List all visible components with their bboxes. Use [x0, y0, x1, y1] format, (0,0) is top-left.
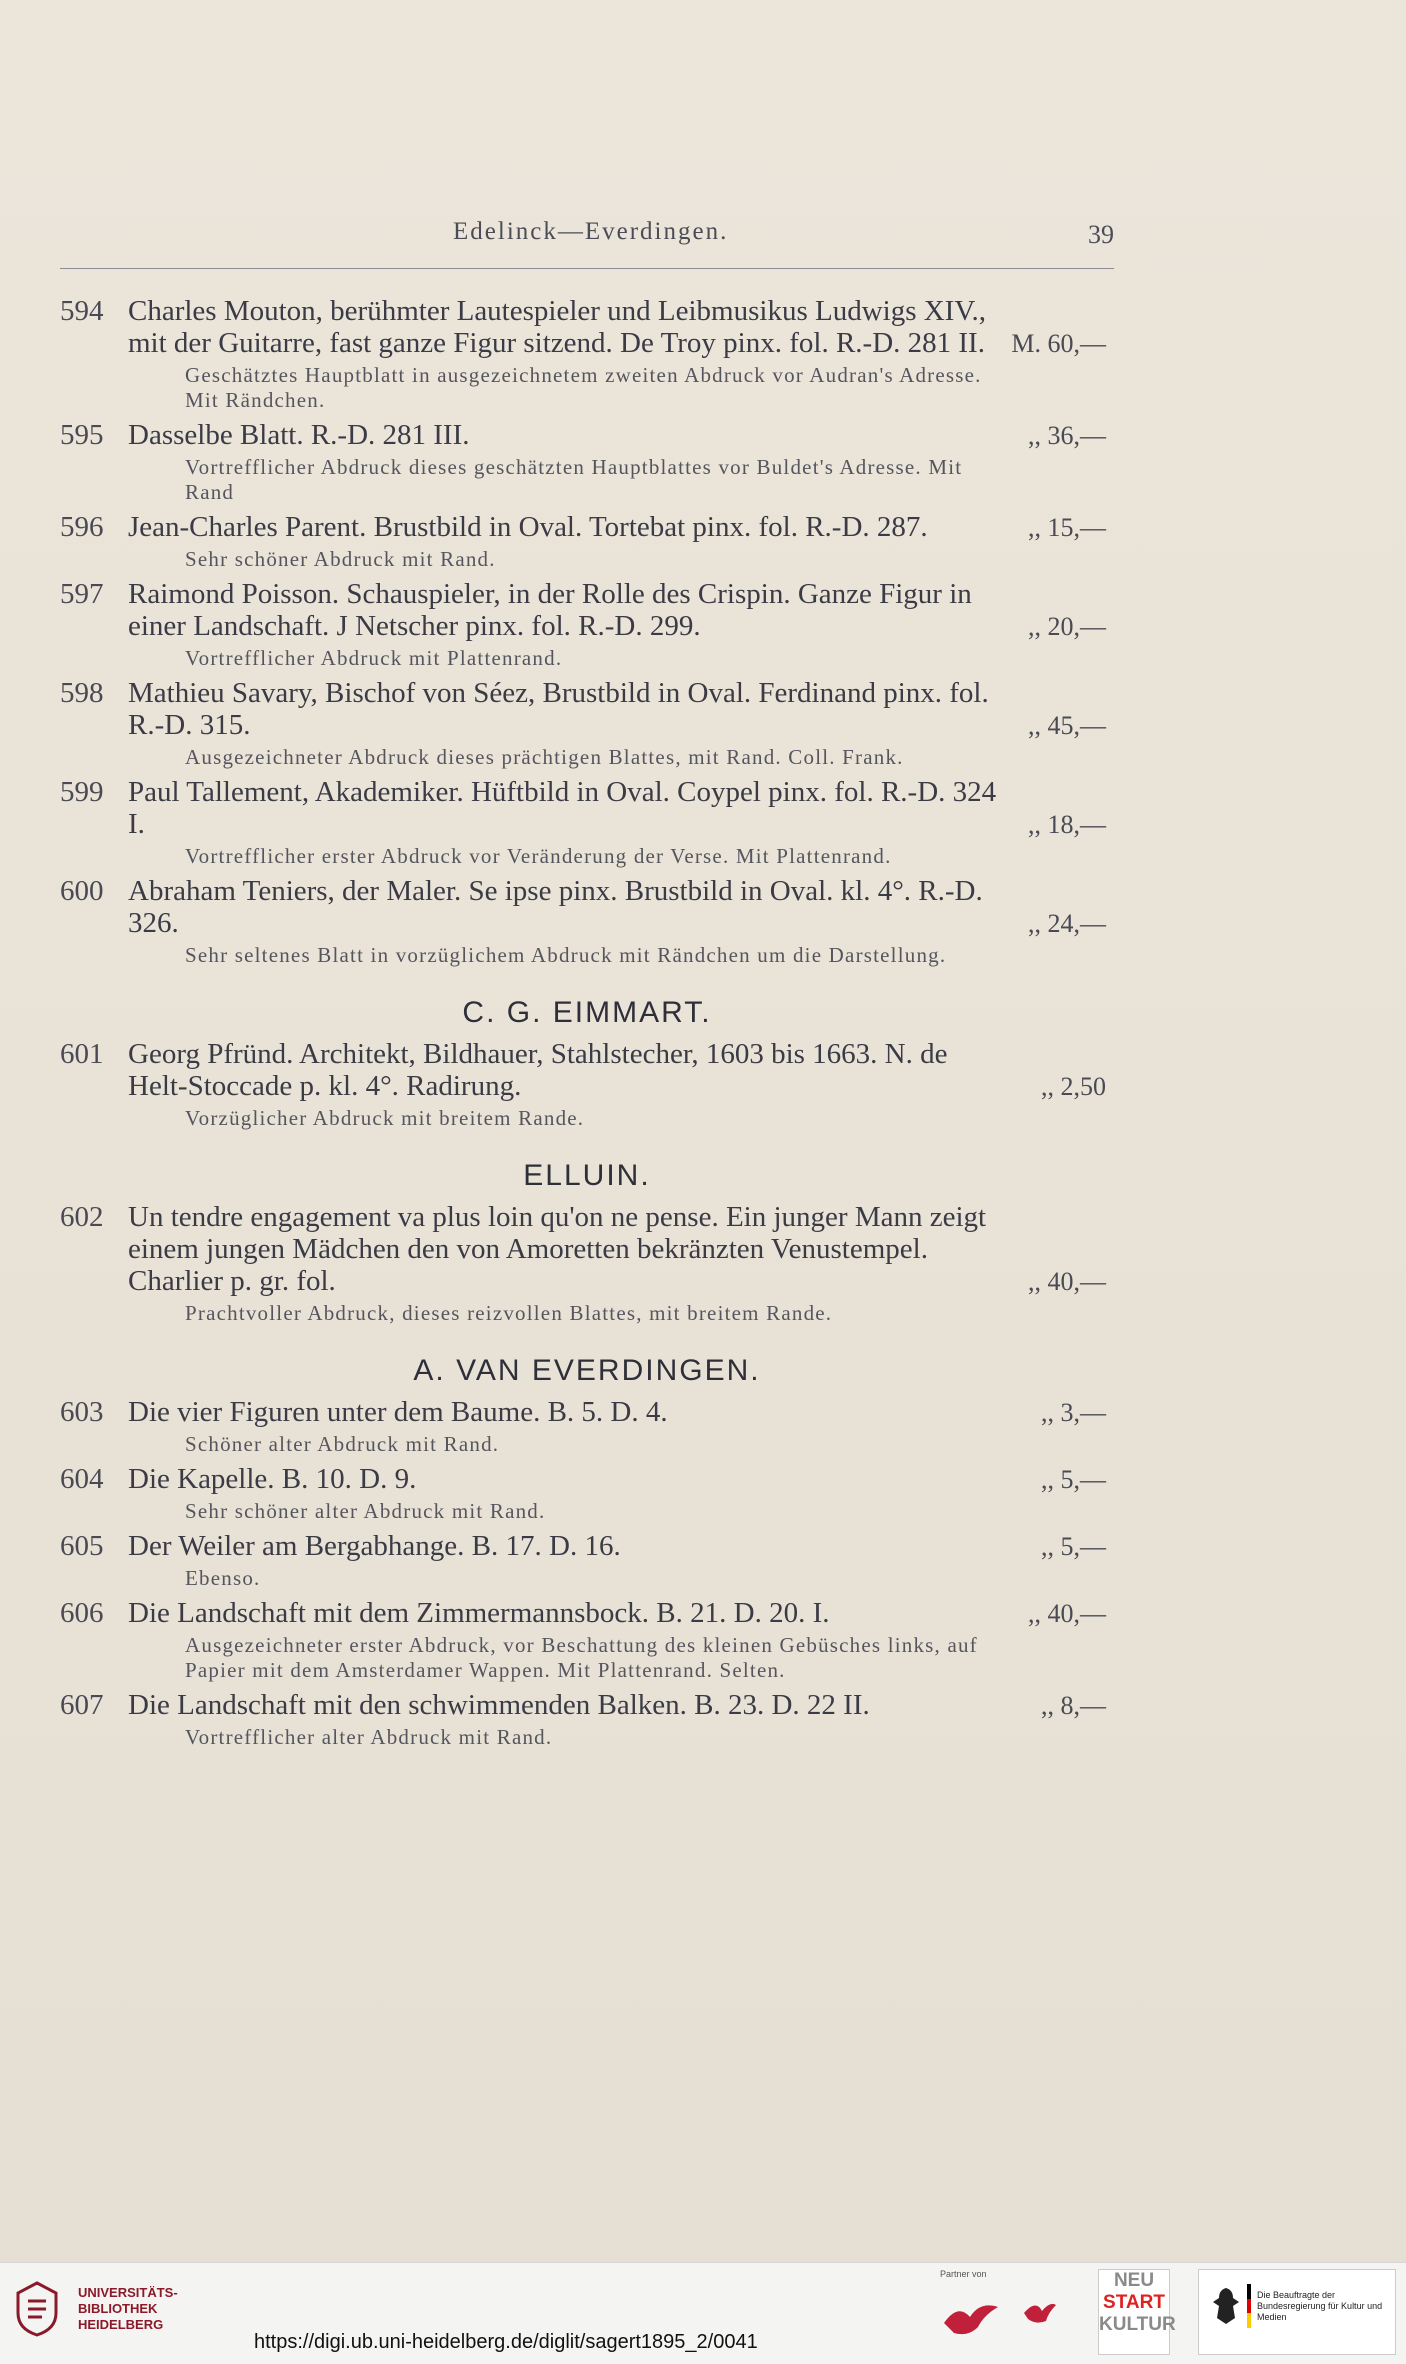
entry-title: Jean-Charles Parent. Brustbild in Oval. Tortebat pinx. fol. R.-D. 287. — [128, 511, 928, 543]
german-flag-icon — [1247, 2284, 1251, 2328]
entry-note: Sehr seltenes Blatt in vorzüglichem Abdruck mit Rändchen um die Darstellung. — [185, 943, 947, 967]
catalogue-entry — [60, 1463, 1114, 1524]
entry-title: Georg Pfründ. Architekt, Bildhauer, Stahlstecher, 1603 bis 1663. N. de Helt-Stoccade p. kl. 4°. Radirung. — [128, 1038, 948, 1102]
entry-note: Vortrefflicher erster Abdruck vor Veränderung der Verse. Mit Plattenrand. — [185, 844, 892, 868]
entry-price: ,, 15,— — [1028, 513, 1106, 542]
partner-bird-logo-icon — [940, 2293, 1002, 2343]
entry-price: ,, 20,— — [1028, 612, 1106, 641]
running-header — [60, 218, 1114, 269]
entry-number: 605 — [60, 1530, 104, 1562]
partner-label: Partner von — [940, 2269, 987, 2279]
entry-number: 597 — [60, 578, 104, 610]
entry-note: Sehr schöner Abdruck mit Rand. — [185, 547, 496, 571]
catalogue-entry — [60, 776, 1114, 869]
bkm-logo[interactable] — [1198, 2269, 1396, 2355]
catalogue-entry — [60, 1530, 1114, 1591]
entry-title: Der Weiler am Bergabhange. B. 17. D. 16. — [128, 1530, 621, 1562]
catalogue-entry — [60, 578, 1114, 671]
entry-number: 599 — [60, 776, 104, 808]
entry-price: ,, 2,50 — [1041, 1072, 1106, 1101]
entry-price: ,, 5,— — [1041, 1465, 1106, 1494]
entry-title: Die vier Figuren unter dem Baume. B. 5. D. 4. — [128, 1396, 668, 1428]
entry-note: Vorzüglicher Abdruck mit breitem Rande. — [185, 1106, 585, 1130]
catalogue-entry — [60, 295, 1114, 413]
entry-number: 606 — [60, 1597, 104, 1629]
entry-note: Schöner alter Abdruck mit Rand. — [185, 1432, 500, 1456]
page-number: 39 — [1088, 220, 1114, 249]
entry-title: Die Kapelle. B. 10. D. 9. — [128, 1463, 417, 1495]
section-heading: A. VAN EVERDINGEN. — [413, 1354, 761, 1387]
neustart-kultur-logo[interactable]: NEU START KULTUR — [1098, 2269, 1170, 2355]
catalogue-entry — [60, 875, 1114, 968]
entry-price: ,, 3,— — [1041, 1398, 1106, 1427]
entry-price: ,, 8,— — [1041, 1691, 1106, 1720]
entry-note: Geschätztes Hauptblatt in ausgezeichnetem zweiten Abdruck vor Audran's Adresse. Mit Rändchen. — [185, 363, 982, 412]
catalogue-entry — [60, 419, 1114, 505]
entry-price: ,, 18,— — [1028, 810, 1106, 839]
catalogue-entry — [60, 1038, 1114, 1131]
entry-title: Paul Tallement, Akademiker. Hüftbild in Oval. Coypel pinx. fol. R.-D. 324 I. — [128, 776, 997, 840]
entry-price: ,, 24,— — [1028, 909, 1106, 938]
section-heading: C. G. EIMMART. — [462, 996, 712, 1029]
entry-number: 601 — [60, 1038, 104, 1070]
entry-title: Mathieu Savary, Bischof von Séez, Brustbild in Oval. Ferdinand pinx. fol. R.-D. 315. — [128, 677, 989, 741]
entry-price: ,, 40,— — [1028, 1267, 1106, 1296]
catalogue-entry — [60, 1597, 1114, 1683]
federal-eagle-icon — [1211, 2284, 1241, 2328]
entry-title: Die Landschaft mit den schwimmenden Balken. B. 23. D. 22 II. — [128, 1689, 870, 1721]
entry-number: 596 — [60, 511, 104, 543]
entry-title: Charles Mouton, berühmter Lautespieler und Leibmusikus Ludwigs XIV., mit der Guitarre, fast ganze Figur sitzend. De Troy pinx. fol. R.-D. 281 II. — [128, 295, 987, 359]
entry-title: Un tendre engagement va plus loin qu'on ne pense. Ein junger Mann zeigt einem jungen Mädchen den von Amoretten bekränzten Venustempel. Charlier p. gr. fol. — [128, 1201, 987, 1297]
catalogue-entry — [60, 511, 1114, 572]
entry-price: ,, 5,— — [1041, 1532, 1106, 1561]
permalink-url[interactable]: https://digi.ub.uni-heidelberg.de/diglit/sagert1895_2/0041 — [248, 2331, 764, 2354]
catalogue-body — [60, 295, 1114, 1756]
catalogue-entry — [60, 1689, 1114, 1750]
entry-title: Abraham Teniers, der Maler. Se ipse pinx. Brustbild in Oval. kl. 4°. R.-D. 326. — [128, 875, 983, 939]
entry-note: Ausgezeichneter erster Abdruck, vor Beschattung des kleinen Gebüsches links, auf Papier mit dem Amsterdamer Wappen. Mit Plattenrand. Selten. — [185, 1633, 978, 1682]
partner-swallow-logo-icon — [1020, 2293, 1060, 2333]
entry-number: 595 — [60, 419, 104, 451]
entry-note: Vortrefflicher Abdruck dieses geschätzten Hauptblattes vor Buldet's Adresse. Mit Rand — [185, 455, 963, 504]
entry-number: 594 — [60, 295, 104, 327]
running-title: Edelinck—Everdingen. — [453, 218, 729, 245]
catalogue-entry — [60, 1396, 1114, 1457]
entry-note: Ebenso. — [185, 1566, 261, 1590]
entry-note: Vortrefflicher Abdruck mit Plattenrand. — [185, 646, 563, 670]
viewer-footer — [0, 2262, 1406, 2364]
entry-price: ,, 36,— — [1028, 421, 1106, 450]
entry-price: ,, 40,— — [1028, 1599, 1106, 1628]
entry-number: 603 — [60, 1396, 104, 1428]
entry-number: 600 — [60, 875, 104, 907]
entry-note: Sehr schöner alter Abdruck mit Rand. — [185, 1499, 546, 1523]
entry-number: 602 — [60, 1201, 104, 1233]
entry-note: Vortrefflicher alter Abdruck mit Rand. — [185, 1725, 553, 1749]
entry-title: Die Landschaft mit dem Zimmermannsbock. B. 21. D. 20. I. — [128, 1597, 830, 1629]
entry-price: M. 60,— — [1011, 329, 1106, 358]
entry-note: Prachtvoller Abdruck, dieses reizvollen Blattes, mit breitem Rande. — [185, 1301, 833, 1325]
section-heading: ELLUIN. — [523, 1159, 651, 1192]
entry-number: 607 — [60, 1689, 104, 1721]
catalogue-entry — [60, 1201, 1114, 1326]
entry-number: 598 — [60, 677, 104, 709]
entry-note: Ausgezeichneter Abdruck dieses prächtigen Blattes, mit Rand. Coll. Frank. — [185, 745, 904, 769]
library-name: UNIVERSITÄTS- BIBLIOTHEK HEIDELBERG — [78, 2285, 178, 2332]
entry-price: ,, 45,— — [1028, 711, 1106, 740]
university-seal-icon — [12, 2279, 62, 2339]
catalogue-entry — [60, 677, 1114, 770]
bkm-text: Die Beauftragte der Bundesregierung für Kultur und Medien — [1257, 2290, 1383, 2322]
entry-number: 604 — [60, 1463, 104, 1495]
entry-title: Raimond Poisson. Schauspieler, in der Rolle des Crispin. Ganze Figur in einer Landschaft. J Netscher pinx. fol. R.-D. 299. — [128, 578, 972, 642]
entry-title: Dasselbe Blatt. R.-D. 281 III. — [128, 419, 470, 451]
